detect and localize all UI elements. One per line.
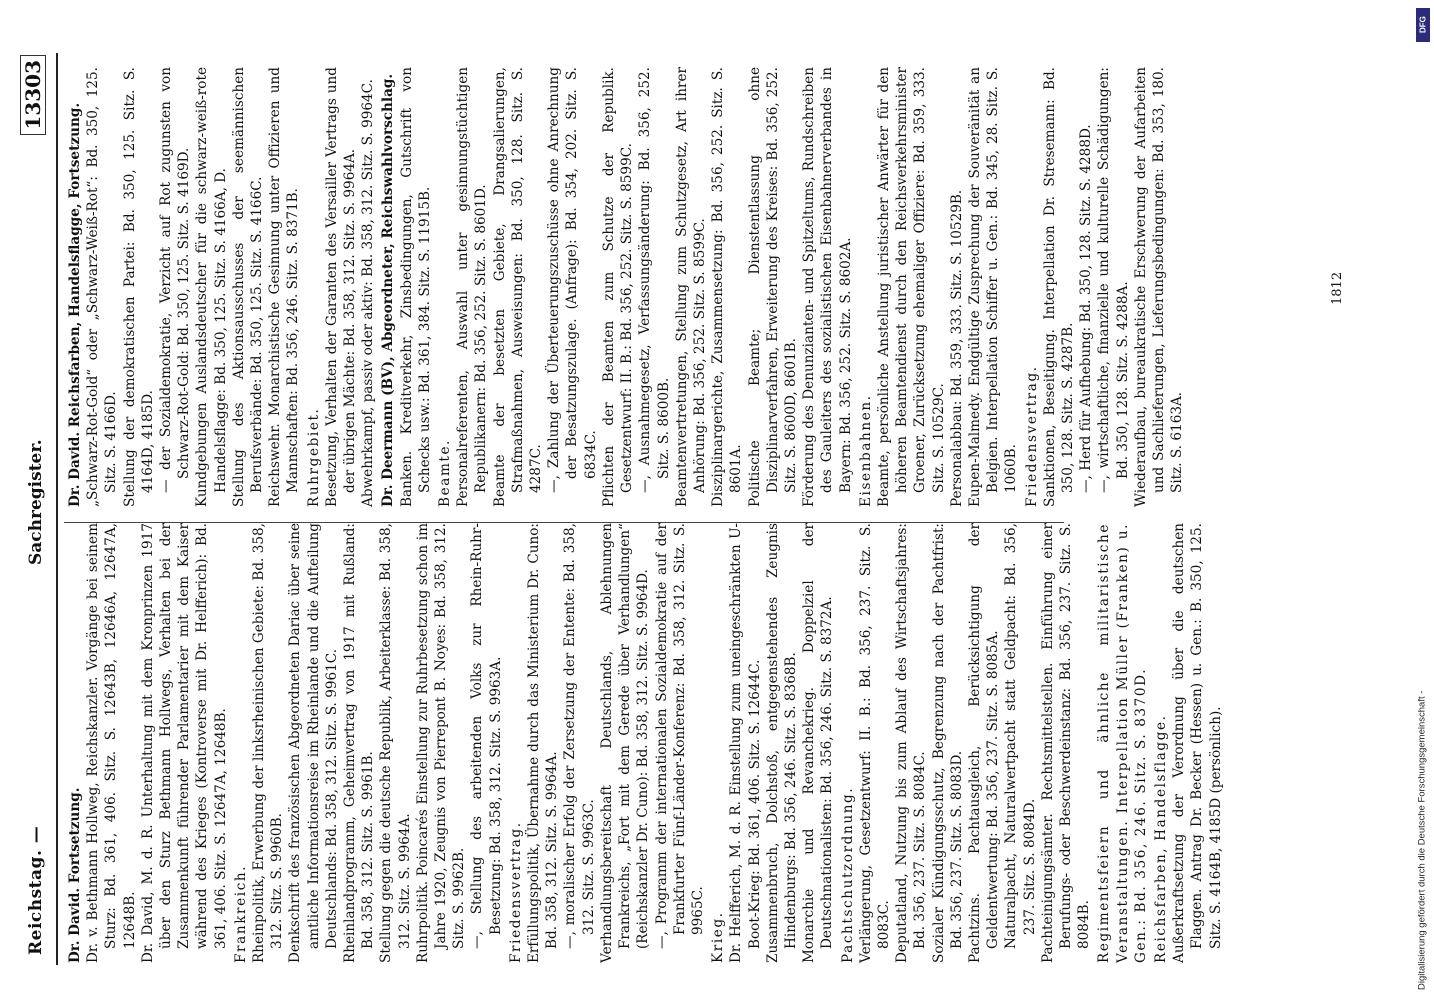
index-entry: —, Herd für Aufhebung: Bd. 350, 128. Sitz. S. 4288D.: [1078, 124, 1095, 493]
right-column: [64, 67, 1186, 507]
section-heading: Friedensvertrag.: [507, 821, 524, 963]
section-heading: Pachtschutzordnung.: [839, 786, 856, 963]
left-column: [64, 523, 1225, 963]
index-entry: Monarchie und Revanchekrieg. Doppelziel der Deutschnationalisten: Bd. 356, 246. Sitz. S. 8372A.: [801, 523, 836, 963]
index-entry: Naturalpacht, Naturalwertpacht statt Geldpacht: Bd. 356, 237. Sitz. S. 8084D.: [1003, 523, 1038, 949]
index-entry: Stellung der demokratischen Partei: Bd. 350, 125. Sitz. S. 4164D, 4185D.: [121, 67, 156, 507]
index-entry: Beamte, persönliche Anstellung juristischer Anwärter für den höheren Beamtendienst durch den Reichsverkehrsminister Groener, Zurücksetzung ehemaliger Offiziere: Bd. 359, 333. Sitz. S. 10529C.: [875, 67, 947, 507]
index-entry: Besetzung, Verhalten der Garanten des Versailler Vertrags und der übrigen Mächte: Bd. 358, 312. Sitz. S. 9964A.: [323, 67, 359, 507]
index-entry: Zusammenbruch, Dolchstoß, entgegenstehendes Zeugnis Hindenburgs: Bd. 356, 246. Sitz. S. 8368B.: [764, 523, 799, 963]
dfg-logo: DFG: [1416, 8, 1430, 42]
document-page: [12, 45, 1422, 985]
index-entry: „Schwarz-Rot-Gold“ oder „Schwarz-Weiß-Rot“: Bd. 350, 125. Sitz. S. 4166D.: [85, 67, 120, 507]
header-page-number: 13303: [20, 55, 46, 135]
index-entry: —, Zahlung der Überteuerungszuschüsse ohne Anrechnung der Besatzungszulage. (Anfrage): Bd. 354, 202. Sitz. S. 6834C.: [546, 67, 599, 493]
header-rule: [56, 53, 58, 965]
index-entry: Personalreferenten, Auswahl unter gesinnungstüchtigen Republikanern: Bd. 356, 252. Sitz. S. 8601D.: [455, 67, 490, 507]
index-entry: Ruhrpolitik. Poincarés Einstellung zur Ruhrbesetzung schon im Jahre 1920, Zeugnis von Pierrepont B. Noyes: Bd. 358, 312. Sitz. S. 9962B.: [414, 523, 468, 963]
index-entry: Dr. Helfferich, M. d. R. Einstellung zum uneingeschränkten U-Boot-Krieg: Bd. 361, 406. Sitz. S. 12644C.: [728, 523, 763, 963]
header-left-title: Reichstag. —: [26, 825, 46, 955]
index-entry: Stellung gegen die deutsche Republik, Arbeiterklasse: Bd. 358, 312. Sitz. S. 9964A.: [378, 523, 413, 963]
index-entry: Rheinlandprogramm, Geheimvertrag von 1917 mit Rußland: Bd. 358, 312. Sitz. S. 9961B.: [342, 523, 377, 963]
index-entry: Eupen-Malmedy. Endgültige Zusprechung der Souveränität an Belgien. Interpellation Schiffer u. Gen.: Bd. 345, 28. Sitz. S. 1060B.: [966, 67, 1020, 507]
index-entry: Pflichten der Beamten zum Schutze der Republik. Gesetzentwurf: II. B.: Bd. 356, 252. Sitz. S. 8599C.: [600, 67, 636, 507]
column-divider: [64, 522, 1064, 523]
index-entry: —, wirtschaftliche, finanzielle und kulturelle Schädigungen: Bd. 350, 128. Sitz. S. 4288A.: [1096, 67, 1131, 493]
section-heading: Frankreich.: [232, 864, 249, 963]
index-entry: Abwehrkampf, passiv oder aktiv: Bd. 358, 312. Sitz. S. 9964C.: [360, 79, 377, 507]
index-entry: Dr. David, M. d. R. Unterhaltung mit dem Kronprinzen 1917 über den Sturz Bethmann Hollwegs, Verhalten bei der Zusammenkunft führender Parlamentarier mit dem Kaiser während des Krieges (Kontroverse mit Dr. Helfferich): Bd. 361, 406. Sitz. S. 12647A, 12648B.: [139, 523, 229, 963]
index-entry: —, Stellung des arbeitenden Volks zur Rhein-Ruhr-Besetzung: Bd. 358, 312. Sitz. S. 9963A.: [469, 523, 504, 949]
section-heading: Eisenbahnen.: [857, 394, 874, 507]
index-entry: Verlängerung, Gesetzentwurf: II. B.: Bd. 356, 237. Sitz. S. 8083C.: [857, 523, 892, 963]
header-center-title: Sachregister.: [26, 439, 46, 565]
index-entry: Pachteinigungsämter. Rechtsmittelstellen. Einführung einer Berufungs- oder Beschwerdeinstanz: Bd. 356, 237. Sitz. S. 8084B.: [1039, 523, 1093, 963]
index-entry: Förderung des Denunzianten- und Spitzeltums, Rundschreiben des Gauleiters des sozialistischen Eisenbahnerverbandes in Bayern: Bd. 356, 252. Sitz. S. 8602A.: [801, 67, 854, 507]
index-entry: Verhandlungsbereitschaft Deutschlands, Ablehnungen Frankreichs, „Fort mit dem Gerede über Verhandlungen“ (Reichskanzler Dr. Cuno): Bd. 358, 312. Sitz. S. 9964D.: [598, 523, 652, 963]
index-entry: —, moralischer Erfolg der Zersetzung der Entente: Bd. 358, 312. Sitz. S. 9963C.: [562, 523, 597, 949]
index-entry: —, Ausnahmegesetz, Verfassungsänderung: Bd. 356, 252. Sitz. S. 8600B.: [637, 67, 672, 493]
index-entry: — der Sozialdemokratie, Verzicht auf Rot zugunsten von Schwarz-Rot-Gold: Bd. 350, 125. Sitz. S. 4169D.: [158, 67, 193, 493]
index-entry: Personalabbau: Bd. 359, 333. Sitz. S. 10529B.: [948, 189, 965, 507]
index-entry: Beamtenvertretungen, Stellung zum Schutzgesetz, Art ihrer Anhörung: Bd. 356, 252. Sitz. S. 8599C.: [673, 67, 708, 507]
footer-page-number: 1812: [1330, 271, 1345, 305]
entry-heading: Dr. David. Fortsetzung.: [67, 787, 83, 963]
section-heading: Ruhrgebiet.: [305, 407, 322, 507]
index-entry: Beamte der besetzten Gebiete, Drangsalierungen, Strafmaßnahmen, Ausweisungen: Bd. 350, 128. Sitz. S. 4287C.: [491, 67, 545, 507]
index-entry: Rheinpolitik, Erwerbung der linksrheinischen Gebiete: Bd. 358, 312. Sitz. S. 9960B.: [251, 523, 286, 963]
index-entry: Disziplinargerichte, Zusammensetzung: Bd. 356, 252. Sitz. S. 8601A.: [710, 67, 745, 507]
index-entry: Sozialer Kündigungsschutz, Begrenzung nach der Pachtfrist: Bd. 356, 237. Sitz. S. 8083D.: [930, 523, 965, 963]
entry-heading: Dr. Deermann (BV), Abgeordneter, Reichswahlvorschlag.: [380, 73, 397, 507]
index-entry: Deputatland, Nutzung bis zum Ablauf des Wirtschaftsjahres: Bd. 356, 237. Sitz. S. 8084C.: [894, 523, 929, 963]
section-heading: Krieg.: [710, 911, 727, 963]
index-entry: Dr. v. Bethmann Hollweg, Reichskanzler. Vorgänge bei seinem Sturz: Bd. 361, 406. Sitz. S. 12643B, 12646A, 12647A, 12648B.: [85, 523, 138, 963]
index-entry: —, Programm der internationalen Sozialdemokratie auf der Frankfurter Fünf-Länder-Konferenz: Bd. 358, 312. Sitz. S. 9965C.: [653, 523, 706, 949]
entry-heading: Dr. David. Reichsfarben, Handelsflagge, Fortsetzung.: [67, 102, 83, 507]
page-header: [18, 45, 58, 985]
section-heading: Friedensvertrag.: [1023, 365, 1040, 507]
section-heading: Beamte.: [437, 438, 454, 507]
section-heading: Regimentsfeiern und ähnliche militaristische Veranstaltungen. Interpellation Müller (Franken) u. Gen.: Bd. 356, 246. Sitz. S. 8370D.: [1096, 523, 1149, 963]
index-entry: Erfüllungspolitik, Übernahme durch das Ministerium Dr. Cuno: Bd. 358, 312. Sitz. S. 9964A.: [526, 523, 561, 963]
index-entry: Politische Beamte; Dienstentlassung ohne Disziplinarverfahren, Erweiterung des Kreises: Bd. 356, 252. Sitz. S. 8600D, 8601B.: [746, 67, 799, 507]
index-entry: Reichswehr. Monarchistische Gesinnung unter Offizieren und Mannschaften: Bd. 356, 246. Sitz. S. 8371B.: [267, 67, 302, 507]
index-entry: Stellung des Aktionsausschusses der seemännischen Berufsverbände: Bd. 350, 125. Sitz. S. 4166C.: [230, 67, 266, 507]
section-heading: Reichsfarben, Handelsflagge.: [1152, 714, 1169, 963]
index-entry: Pachtzins. Pachtausgleich, Berücksichtigung der Geldentwertung: Bd. 356, 237. Sitz. S. 8085A.: [966, 523, 1002, 963]
index-entry: Außerkraftsetzung der Verordnung über die deutschen Flaggen. Antrag Dr. Becker (Hessen) u. Gen.: B. 350, 125. Sitz. S. 4164B, 4185D (persönlich).: [1171, 523, 1224, 963]
digitization-note: Digitalisierung gefördert durch die Deutsche Forschungsgemeinschaft -: [1416, 690, 1428, 990]
index-entry: Sanktionen, Beseitigung. Interpellation Dr. Stresemann: Bd. 350, 128. Sitz. S. 4287B.: [1041, 67, 1076, 507]
index-entry: Kundgebungen Auslandsdeutscher für die schwarz-weiß-rote Handelsflagge: Bd. 350, 125. Sitz. S. 4166A, D.: [194, 67, 229, 507]
index-entry: Wiederaufbau, bureaukratische Erschwerung der Aufarbeiten und Sachlieferungen, Lieferungsbedingungen: Bd. 353, 180. Sitz. S. 6163A.: [1132, 67, 1186, 507]
index-entry: Banken. Kreditverkehr, Zinsbedingungen, Gutschrift von Schecks usw.: Bd. 361, 384. Sitz. S. 11915B.: [398, 67, 433, 507]
index-entry: Denkschrift des französischen Abgeordneten Dariac über seine amtliche Informationsreise im Rheinlande und die Aufteilung Deutschlands: Bd. 358, 312. Sitz. S. 9961C.: [287, 523, 340, 963]
